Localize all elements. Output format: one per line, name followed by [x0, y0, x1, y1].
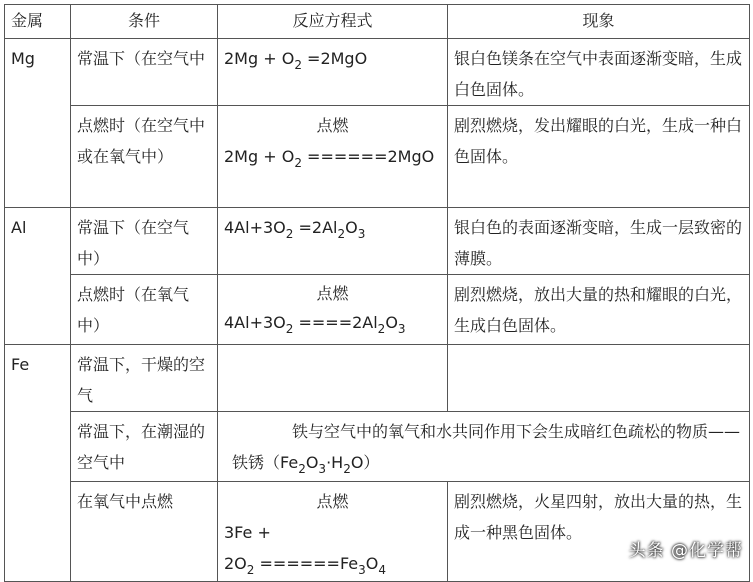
- phenomenon-cell: 剧烈燃烧，发出耀眼的白光，生成一种白色固体。: [448, 106, 750, 208]
- condition-cell: 点燃时（在氧气中）: [71, 275, 218, 345]
- phenomenon-cell: [448, 345, 750, 412]
- table-row: [5, 39, 750, 106]
- header-condition: 条件: [71, 5, 218, 39]
- table-row: [5, 482, 750, 582]
- ignite-label: 点燃: [316, 492, 349, 511]
- equation-cell: $4Al+3O_2 =2Al_2O_3$: [218, 208, 448, 275]
- phenomenon-cell: 银白色镁条在空气中表面逐渐变暗，生成白色固体。: [448, 39, 750, 106]
- ignite-label: 点燃: [316, 284, 349, 303]
- metal-cell-fe: Fe: [5, 345, 71, 582]
- phenomenon-cell: 剧烈燃烧，火星四射，放出大量的热，生成一种黑色固体。: [448, 482, 750, 582]
- equation-cell: [218, 345, 448, 412]
- merged-phenomenon-cell: 铁与空气中的氧气和水共同作用下会生成暗红色疏松的物质——铁锈$(Fe_2O_3\cdot H_2O)$: [218, 412, 750, 482]
- header-phenomenon: 现象: [448, 5, 750, 39]
- table-row: [5, 345, 750, 412]
- metal-reaction-table: [4, 4, 750, 582]
- header-equation: 反应方程式: [218, 5, 448, 39]
- phenomenon-cell: 剧烈燃烧，放出大量的热和耀眼的白光，生成白色固体。: [448, 275, 750, 345]
- condition-cell: 常温下，在潮湿的空气中: [71, 412, 218, 482]
- header-metal: 金属: [5, 5, 71, 39]
- table-row: [5, 412, 750, 482]
- header-row: [5, 5, 750, 39]
- condition-cell: 在氧气中点燃: [71, 482, 218, 582]
- table-row: [5, 208, 750, 275]
- condition-cell: 点燃时（在空气中或在氧气中）: [71, 106, 218, 208]
- phenomenon-cell: 银白色的表面逐渐变暗，生成一层致密的薄膜。: [448, 208, 750, 275]
- table-row: [5, 275, 750, 345]
- ignite-label: 点燃: [316, 116, 349, 135]
- condition-cell: 常温下（在空气中）: [71, 208, 218, 275]
- condition-cell: 常温下（在空气中: [71, 39, 218, 106]
- metal-cell-al: Al: [5, 208, 71, 345]
- equation-cell: 点燃 3Fe + $2O_2 ======Fe_3O_4$: [218, 482, 448, 582]
- metal-cell-mg: Mg: [5, 39, 71, 208]
- equation-cell: 点燃 $2Mg + O_2 ======2MgO$: [218, 106, 448, 208]
- equation-cell: 点燃 $4Al+3O_2 ====2Al_2O_3$: [218, 275, 448, 345]
- table-row: [5, 106, 750, 208]
- equation-cell: $2Mg + O_2 =2MgO$: [218, 39, 448, 106]
- condition-cell: 常温下，干燥的空气: [71, 345, 218, 412]
- watermark: 头条 @化学帮: [628, 541, 743, 561]
